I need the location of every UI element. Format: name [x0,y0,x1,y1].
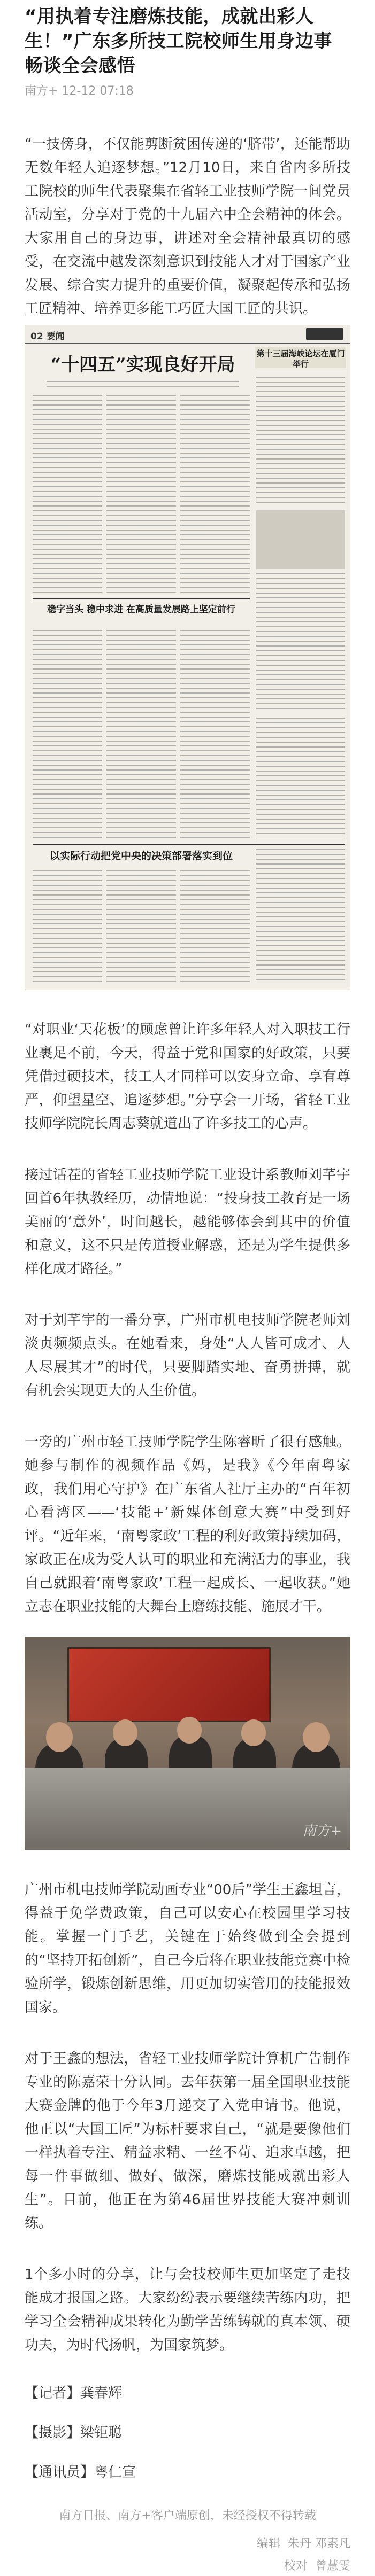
newspaper-text-block [106,630,176,838]
newspaper-rule [33,844,345,845]
proofreader-line [25,2557,350,2576]
article-content [0,4,375,2576]
newspaper-image[interactable] [25,325,350,990]
newspaper-rule [33,598,250,599]
paragraph-6: 广州市机电技师学院动画专业“00后”学生王鑫坦言，得益于免学费政策，自己可以安心在校园里学习技能。掌握一门手艺，关键在于始终做到全会提到的“坚持开拓创新”，自己今后将在职业技能竞赛中检验所学，锻炼创新思维，用更加切实管用的技能报效国家。 [25,1882,350,2015]
newspaper-text-block [256,849,345,983]
proofreader-name: 曾慧雯 [315,2559,350,2573]
newspaper-text-block [33,870,102,983]
newspaper-text-block [180,630,250,838]
newspaper-bottom-headline: 以实际行动把党中央的决策部署落实到位 [49,850,233,862]
newspaper-text-block [33,395,102,593]
copyright-notice: 南方日报、南方+客户端原创，未经授权不得转载 [59,2509,316,2523]
newspaper-text-block [256,573,345,712]
attendee-head [177,1717,202,1744]
newspaper-text-block [256,718,345,838]
credit-reporter: 【记者】龚春辉 [25,2385,123,2401]
newspaper-header [25,325,350,344]
editor-line [25,2534,350,2554]
paragraph-4: 对于刘芊宇的一番分享，广州市机电技师学院老师刘淡贞频频点头。在她看来，身处“人人皆可成才、人人尽展其才”的时代，只要脚踏实地、奋勇拼搏，就有机会实现更大的人生价值。 [25,1312,350,1399]
newspaper-text-block [180,870,250,983]
article-meta: 南方+ 12-12 07:18 [25,84,134,98]
paragraph-8: 1个多小时的分享，让与会技校师生更加坚定了走技能成才报国之路。大家纷纷表示要继续苦练内功，把学习全会精神成果转化为勤学苦练铸就的真本领、硬功夫，为时代扬帆，为国家筑梦。 [25,2267,350,2353]
attendee-head [113,1719,137,1746]
meeting-table [25,1768,350,1850]
newspaper-text-block [256,377,345,505]
attendee-head [241,1719,266,1746]
paragraph-5: 一旁的广州市轻工技师学院学生陈睿昕了很有感触。她参与制作的视频作品《妈，是我》《今年南粤家政，我们用心守护》在广东省人社厅主办的“百年初心看湾区——‘技能+’新媒体创意大赛”中受到好评。“近年来，‘南粤家政’工程的利好政策持续加码，家政正在成为受人认可的职业和充满活力的事业，我自己就跟着‘南粤家政’工程一起成长、一起收获。”她立志在职业技能的大舞台上磨练技能、施展才干。 [25,1434,350,1615]
article-page [0,4,375,2573]
event-photo[interactable] [25,1637,350,1850]
paragraph-3: 接过话茬的省轻工业技师学院工业设计系教师刘芊宇回首6年执教经历，动情地说：“投身技工教育是一场美丽的‘意外’，时间越长，越能够体会到其中的价值和意义，这不只是传道授业解惑，还是为学生提供多样化成才路径。” [25,1167,350,1277]
article-title: “用执着专注磨炼技能，成就出彩人生！”广东多所技工院校师生用身边事畅谈全会感悟 [25,6,332,76]
newspaper-photo-block [256,510,345,569]
photo-watermark: 南方+ [302,1823,342,1839]
presentation-screen [67,1647,271,1722]
newspaper-page-label: 02 要闻 [30,331,65,342]
paragraph-1: “一技傍身，不仅能剪断贫困传递的‘脐带’，还能帮助无数年轻人追逐梦想。”12月10日，来自省内多所技工院校的师生代表聚集在省轻工业技师学院一间党员活动室，分享对于党的十九届六中全会精神的体会。大家用自己的身边事，讲述对全会精神最真切的感受，在交流中越发深刻意识到技能人才对于国家产业发展、综合实力提升的重要价值，凝聚起传承和弘扬工匠精神、培养更多能工巧匠大国工匠的共识。 [25,136,350,317]
newspaper-text-block [180,395,250,593]
attendee-head [303,1722,330,1752]
newspaper-side-headline: 第十三届海峡论坛在厦门举行 [256,349,345,369]
editor-names: 朱丹 邓素凡 [288,2537,350,2550]
newspaper-logo [306,328,343,340]
newspaper-text-block [106,870,176,983]
editor-label: 编辑 [256,2537,280,2550]
proofreader-label: 校对 [284,2559,308,2573]
credit-correspondent: 【通讯员】粤仁宣 [25,2464,136,2480]
newspaper-main-headline: “十四五”实现良好开局 [50,354,235,376]
paragraph-7: 对于王鑫的想法，省轻工业技师学院计算机广告制作专业的陈嘉荣十分认同。去年获第一届全国职业技能大赛金牌的他于今年3月递交了入党申请书。他说，他正以“大国工匠”为标杆要求自己，“就是要像他们一样执着专注、精益求精、一丝不苟、追求卓越，把每一件事做细、做好、做深，磨炼技能成就出彩人生”。目前，他正在为第46届世界技能大赛冲刺训练。 [25,2051,350,2231]
paragraph-2: “对职业‘天花板’的顾虑曾让许多年轻人对入职技工行业裹足不前，今天，得益于党和国家的好政策，只要凭借过硬技术，技工人才同样可以安身立命、享有尊严，仰望星空、追逐梦想。”分享会一开场，省轻工业技师学院院长周志葵就道出了许多技工的心声。 [25,1022,350,1132]
newspaper-sub-headline: 稳字当头 稳中求进 在高质量发展路上坚定前行 [47,604,235,615]
newspaper-text-block [47,381,239,388]
attendee-head [46,1722,73,1752]
newspaper-text-block [33,630,102,838]
newspaper-text-block [106,395,176,593]
credit-photographer: 【摄影】梁钜聪 [25,2425,123,2441]
